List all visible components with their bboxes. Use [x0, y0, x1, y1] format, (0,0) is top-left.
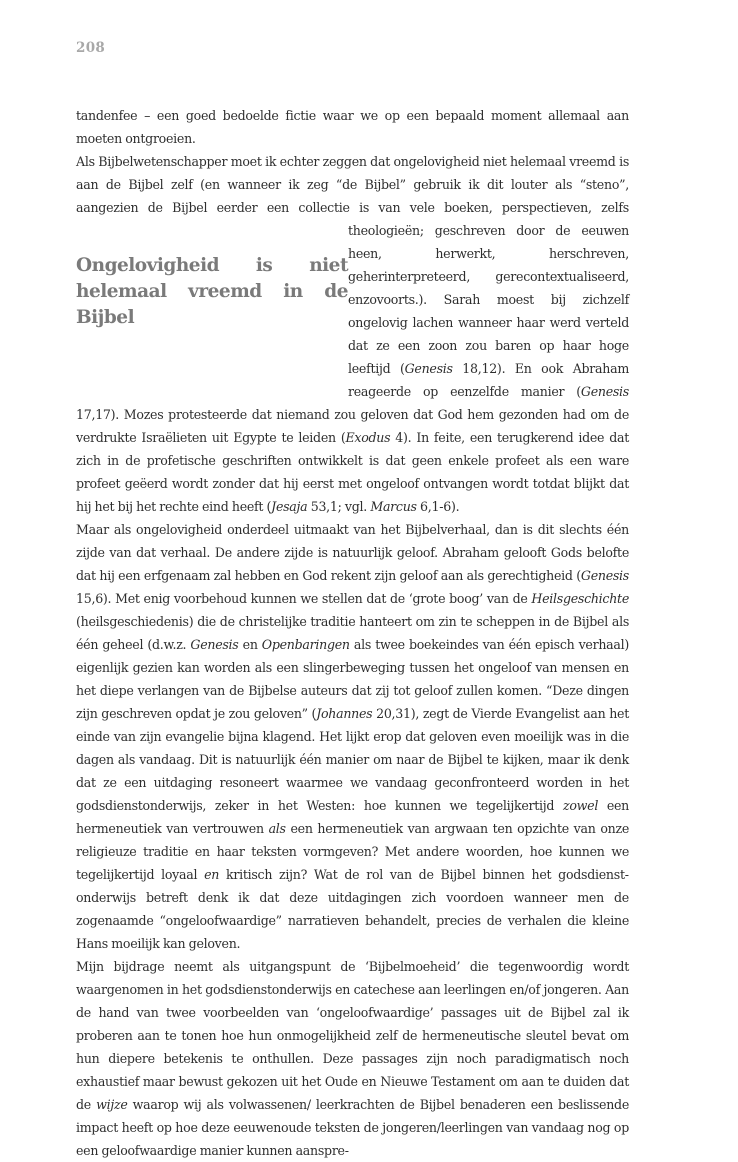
- text-run: Mijn bijdrage neemt als uitgangspunt de ‘Bijbelmoeheid’ die tegenwoordig wordt waargenomen in het godsdienstonderwijs en catechese aan leerlingen en/of jongeren. Aan de hand van twee voorbeelden van ‘ongeloofwaardige’ passages uit de Bijbel zal ik proberen aan te tonen hoe hun onmogelijkheid zelf de hermeneutische sleutel bevat om hun diepere betekenis te onthullen. Deze passages zijn noch paradigmatisch noch exhaustief maar bewust gekozen uit het Oude en Nieuwe Testament om aan te duiden dat de: [76, 959, 629, 1112]
- italic-reference: als: [268, 821, 286, 836]
- italic-reference: en: [204, 867, 220, 882]
- text-run: 6,1-6).: [416, 499, 460, 514]
- text-run: 18,12). En ook Abraham reageerde op eenzelfde manier (: [348, 361, 629, 399]
- italic-reference: zowel: [562, 798, 599, 813]
- italic-reference: Heilsgeschichte: [531, 591, 629, 606]
- pull-quote: [76, 219, 348, 391]
- italic-reference: Genesis: [580, 568, 629, 583]
- body-text: [76, 104, 629, 1162]
- text-run: Als Bijbelwetenschapper moet ik echter zeggen dat ongelovigheid niet helemaal vreemd is aan de Bijbel zelf (en wanneer ik zeg “de Bijbel” gebruik ik dit louter als “steno”, aangezien de Bijbel eerder een collectie is van vele boeken, perspectieven, zelfs theologieën; geschreven: [76, 154, 629, 238]
- text-run: 20,31), zegt de Vierde Evangelist aan het einde van zijn evangelie bijna klagend. Het lijkt erop dat geloven even moeilijk was in die dagen als vandaag. Dit is natuurlijk één manier om naar de Bijbel te kijken, maar ik denk dat ze een uitdaging resoneert waarmee we vandaag geconfronteerd worden in het godsdienstonderwijs, zeker in het Westen: hoe kunnen we tegelijkertijd: [76, 706, 629, 813]
- italic-reference: Genesis: [190, 637, 239, 652]
- page-number: 208: [76, 40, 106, 56]
- italic-reference: Genesis: [580, 384, 629, 399]
- text-run: 15,6). Met enig voorbehoud kunnen we stellen dat de ‘grote boog’ van de: [76, 591, 532, 606]
- text-run: tandenfee – een goed bedoelde fictie waar we op een bepaald moment allemaal aan moeten ontgroeien.: [76, 108, 629, 146]
- italic-reference: Exodus: [345, 430, 391, 445]
- italic-reference: Jesaja: [271, 499, 308, 514]
- paragraph: [76, 150, 629, 518]
- text-run: Maar als ongelovigheid onderdeel uitmaakt van het Bijbelverhaal, dan is dit slechts één zijde van dat verhaal. De andere zijde is natuurlijk geloof. Abraham gelooft Gods belofte dat hij een erfgenaam zal hebben en God rekent zijn geloof aan als gerechtigheid (: [76, 522, 629, 583]
- italic-reference: Genesis: [404, 361, 453, 376]
- text-run: 53,1; vgl.: [307, 499, 371, 514]
- text-run: als twee boekeindes van één episch verhaal) eigenlijk gezien kan worden als een slingerbeweging tussen het ongeloof van mensen en het diepe verlangen van de Bijbelse auteurs dat zij tot geloof zullen komen. “Deze dingen zijn geschreven opdat je zou geloven” (: [76, 637, 629, 721]
- italic-reference: wijze: [96, 1097, 128, 1112]
- paragraph: [76, 955, 629, 1162]
- paragraph: [76, 104, 629, 150]
- text-run: 4). In feite, een terugkerend idee dat zich in de profetische geschriften ontwikkelt is dat geen enkele profeet als een ware profeet geëerd wordt zonder dat hij eerst met ongeloof ontvangen wordt totdat blijkt dat hij het bij het rechte eind heeft (: [76, 430, 630, 514]
- text-run: door de eeuwen heen, herwerkt, herschreven, geherinterpreteerd, gerecontextualiseerd, enzovoorts.). Sarah moest bij zichzelf ongelovig lachen wanneer haar werd verteld dat ze een zoon zou baren op haar hoge leeftijd (: [348, 223, 630, 376]
- text-run: waarop wij als volwassenen/ leerkrachten de Bijbel benaderen een beslissende impact heeft op hoe deze eeuwenoude teksten de jongeren/leerlingen van vandaag nog op een geloofwaardige manier kunnen aanspre-: [76, 1097, 629, 1158]
- text-run: een hermeneutiek van vertrouwen: [76, 798, 630, 836]
- italic-reference: Marcus: [370, 499, 417, 514]
- text-run: (heilsgeschiedenis) die de christelijke traditie hanteert om zin te scheppen in de Bijbel als één geheel (d.w.z.: [76, 614, 629, 652]
- text-run: 17,17). Mozes protesteerde dat niemand zou geloven dat God hem gezonden had om de verdrukte Israëlieten uit Egypte te leiden (: [76, 407, 629, 445]
- text-run: een hermeneutiek van argwaan ten opzichte van onze religieuze traditie en haar teksten vormgeven? Met andere woorden, hoe kunnen we tegelijkertijd loyaal: [76, 821, 629, 882]
- paragraph: [76, 518, 629, 955]
- text-run: en: [238, 637, 262, 652]
- text-run: kritisch zijn? Wat de rol van de Bijbel binnen het godsdienstonderwijs betreft denk ik dat deze uitdagingen zich voordoen wanneer men de zogenaamde “ongeloofwaardige” narratieven behandelt, precies de verhalen die kleine Hans moeilijk kan geloven.: [76, 867, 629, 951]
- italic-reference: Openbaringen: [261, 637, 350, 652]
- italic-reference: Johannes: [316, 706, 373, 721]
- pull-quote-text: Ongelovigheid is niet helemaal vreemd in de Bijbel: [76, 255, 348, 328]
